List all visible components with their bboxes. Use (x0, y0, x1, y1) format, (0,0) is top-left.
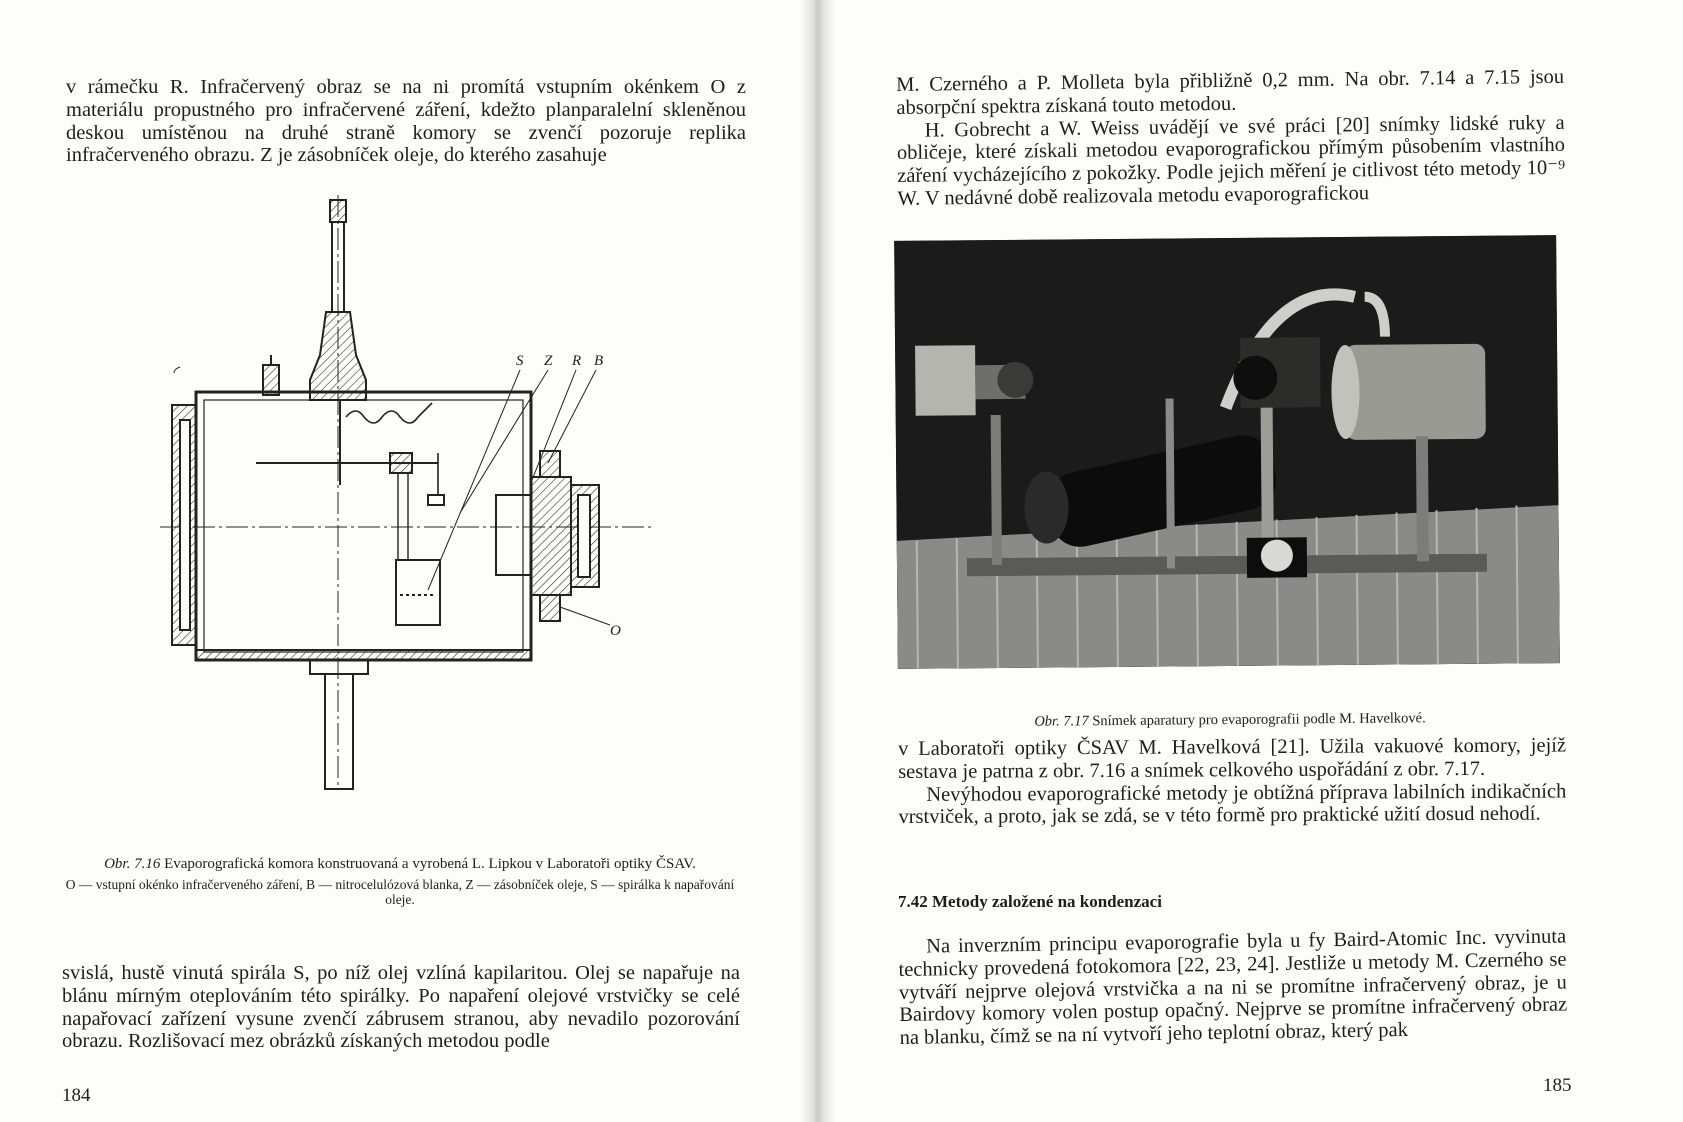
label-r: R (572, 353, 582, 369)
left-page (0, 0, 800, 1122)
right-paragraph-5: Na inverzním principu evaporografie byla u fy Baird-Atomic Inc. vyvinuta technicky provedená fotokomora [22, 23, 24]. Jestliže u metody M. Czerného se vytváří nejprve olejová vrstvička a na ni se promítne infračervený obraz, je u Bairdovy komory volen postup opačný. Nejprve se promítne infračervený obraz na blanku, čímž se na ní vytvoří jeho teplotní obraz, který pak (898, 925, 1568, 1050)
figure-7-16-caption (60, 856, 740, 907)
figure-labels (160, 195, 680, 845)
figure-7-17-caption (896, 709, 1564, 732)
left-top-paragraph: v rámečku R. Infračervený obraz se na ni promítá vstupním okénkem O z materiálu propustného pro infračervené záření, kdežto planparalelní skleněnou deskou umístěnou na druhé straně komory se zvenčí pozoruje replika infračerveného obrazu. Z je zásobníček oleje, do kterého zasahuje (66, 76, 746, 167)
label-s: S (516, 353, 524, 369)
right-paragraph-1: M. Czerného a P. Molleta byla přibližně 0,2 mm. Na obr. 7.14 a 7.15 jsou absorpční spektra získaná touto metodou. (896, 65, 1565, 119)
caption-main (60, 856, 740, 873)
book-gutter (800, 0, 836, 1122)
right-paragraph-3: v Laboratoři optiky ČSAV M. Havelková [21]. Užila vakuové komory, jejíž sestava je patrna z obr. 7.16 a snímek celkového uspořádání z obr. 7.17. (898, 734, 1567, 783)
section-heading: 7.42 Metody založené na kondenzaci (898, 892, 1162, 911)
page-number-left: 184 (62, 1085, 91, 1106)
caption-number: Obr. 7.16 (104, 856, 161, 872)
photo-caption-number: Obr. 7.17 (1034, 712, 1089, 730)
label-o: O (610, 623, 621, 639)
apparatus-photo-drawing (894, 235, 1560, 669)
label-b: B (594, 353, 604, 369)
page-number-right: 185 (1543, 1075, 1572, 1096)
right-top-text (896, 66, 1566, 211)
caption-legend: O — vstupní okénko infračerveného záření, B — nitrocelulózová blanka, Z — zásobníček oleje, S — spirálka k napařování oleje. (65, 877, 735, 907)
right-middle-text (898, 735, 1566, 830)
right-paragraph-4: Nevýhodou evaporografické metody je obtížná příprava labilních indikačních vrstviček, a proto, jak se zdá, se v této formě pro praktické užití dosud nehodí. (898, 780, 1567, 829)
apparatus-photo (894, 235, 1560, 669)
right-paragraph-2: H. Gobrecht a W. Weiss uvádějí ve své práci [20] snímky lidské ruky a obličeje, které získali metodou evaporografickou přímým působením vlastního záření vycházejícího z pokožky. Podle jejich měření je citlivost této metody 10⁻⁹ W. V nedávné době realizovala metodu evaporografickou (896, 111, 1566, 210)
photo-caption-text: Snímek aparatury pro evaporografii podle M. Havelkové. (1092, 709, 1426, 729)
label-z: Z (544, 353, 553, 369)
right-page (836, 0, 1683, 1122)
left-bottom-paragraph: svislá, hustě vinutá spirála S, po níž olej vzlíná kapilaritou. Olej se napařuje na blánu mírným oteplováním této spirálky. Po napaření olejové vrstvičky se celé napařovací zařízení vysune zvenčí zábrusem stranou, aby nevadilo pozorování obrazu. Rozlišovací mez obrázků získaných metodou podle (62, 962, 740, 1053)
caption-text: Evaporografická komora konstruovaná a vyrobená L. Lipkou v Laboratoři optiky ČSAV. (164, 856, 696, 872)
